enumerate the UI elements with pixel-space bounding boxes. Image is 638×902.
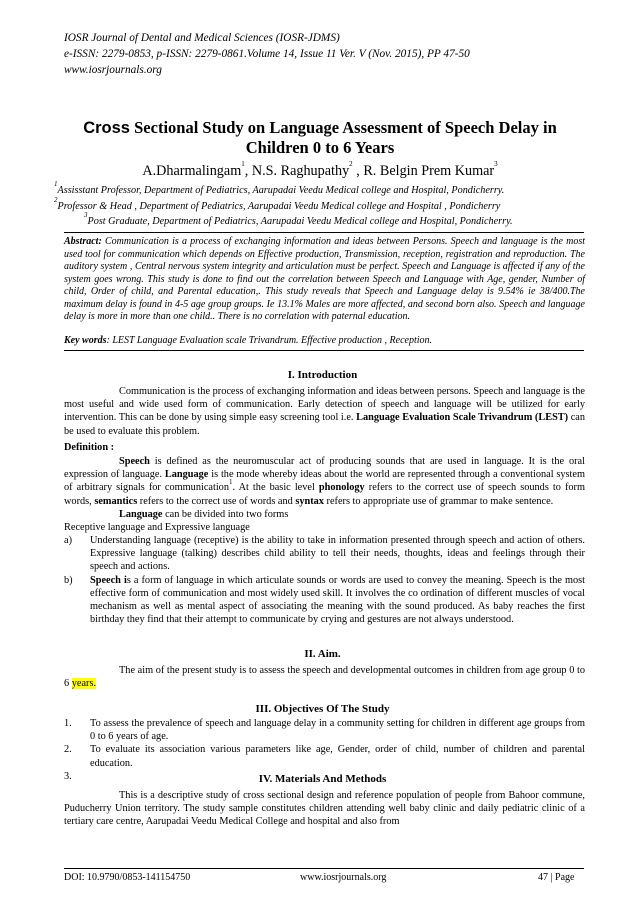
def-divided-text: can be divided into two forms [162, 509, 289, 520]
def-syntax: syntax [295, 495, 324, 507]
keywords [64, 335, 585, 346]
journal-issn: e-ISSN: 2279-0853, p-ISSN: 2279-0861.Volume 14, Issue 11 Ver. V (Nov. 2015), PP 47-50 [64, 48, 470, 60]
list-marker: 2. [64, 744, 72, 756]
methods-paragraph: This is a descriptive study of cross sectional design and reference population of people from Bahoor commune, Puducherry Union territory. The study sample constitutes children attending well baby clinic and daily pediatric clinic of a tertiary care centre, Aarupadai Veedu Medical College and hospital and also from [64, 790, 585, 828]
def-ref-sup: 1 [228, 478, 233, 487]
intro-lest: Language Evaluation Scale Trivandrum (LEST) [356, 412, 569, 424]
title-line1: Sectional Study on Language Assessment of Speech Delay in [130, 118, 557, 137]
abstract-top-rule [64, 232, 584, 233]
keywords-label: Key words [64, 335, 107, 346]
list-text [90, 534, 585, 574]
list-marker: 1. [64, 718, 72, 729]
def-phonology-text: refers to the correct use of speech sounds to form words, [64, 482, 585, 507]
affiliation-3 [54, 211, 584, 230]
author-2: , N.S. Raghupathy [244, 163, 350, 179]
list-body: s a form of language in which articulate sounds or words are used to convey the meaning. Speech is the most effective form of communication and most widely used skill. It involves the co ordination of different muscles of vocal mechanism as well as mental aspect of associating the meaning with the sound produced. As baby reaches the first birthday they find that their attempt to communicate by crying and gestures are not always understood. [90, 574, 586, 626]
author-3: , R. Belgin Prem Kumar [352, 163, 495, 179]
list-marker: b) [64, 574, 73, 586]
list-item [64, 743, 585, 769]
author-1-sup: 1 [241, 160, 245, 168]
definition-heading: Definition : [64, 442, 115, 453]
list-marker: a) [64, 535, 72, 546]
list-bold: Speech i [90, 574, 127, 586]
footer-rule [64, 868, 584, 869]
footer-website: www.iosrjournals.org [300, 872, 387, 883]
list-item [64, 574, 585, 627]
def-speech: Speech [119, 456, 150, 467]
def-divided-bold: Language [119, 509, 163, 520]
list-text: To assess the prevalence of speech and language delay in a community setting for children in different age groups from 0 to 6 years of age. [90, 718, 585, 743]
author-1: A.Dharmalingam [142, 163, 242, 179]
authors-line [60, 160, 580, 180]
def-phonology: phonology [318, 482, 365, 494]
aff-2-text: Professor & Head , Department of Pediatrics, Aarupadai Veedu Medical college and Hospital , Pondicherry [57, 200, 501, 212]
list-marker: 3. [64, 770, 72, 782]
definition-list [64, 534, 585, 626]
aff-2-sup: 2 [54, 195, 58, 204]
title-cross: Cross [83, 119, 130, 137]
list-text [90, 574, 585, 627]
intro-text: Communication is the process of exchanging information and ideas between persons. Speech and language is the most useful and wide used form of communication. Early detection of speech and language will be utilized for early intervention. This can be done by using simple easy screening tool i.e. [64, 386, 585, 424]
affiliation-1 [54, 180, 584, 199]
definition-paragraph [64, 455, 585, 508]
list-item [64, 534, 585, 574]
def-semantics-text: refers to the correct use of words and [137, 495, 296, 507]
footer-page-number: 47 | Page [538, 872, 575, 883]
def-after-ref: . At the basic level [232, 482, 319, 494]
aff-3-text: Post Graduate, Department of Pediatrics, Aarupadai Veedu Medical college and Hospital, Pondicherry. [87, 216, 513, 227]
affiliations [54, 180, 584, 230]
section-heading-methods: IV. Materials And Methods [258, 773, 387, 785]
journal-name: IOSR Journal of Dental and Medical Sciences (IOSR-JDMS) [64, 32, 340, 44]
footer-doi: DOI: 10.9790/0853-141154750 [64, 872, 191, 883]
aim-highlight: years. [71, 678, 97, 690]
introduction-paragraph [64, 385, 585, 438]
list-text: To evaluate its association various parameters like age, Gender, order of child, number of children and parental education. [90, 744, 585, 769]
section-heading-introduction: I. Introduction [287, 369, 358, 381]
abstract [64, 236, 585, 324]
abstract-label: Abstract: [64, 236, 102, 247]
author-2-sup: 2 [349, 160, 353, 168]
list-item [64, 717, 585, 743]
section-heading-objectives: III. Objectives Of The Study [255, 703, 390, 715]
aim-text: The aim of the present study is to assess the speech and developmental outcomes in children from age group 0 to 6 [64, 665, 585, 690]
journal-header [64, 30, 584, 78]
aff-1-sup: 1 [54, 180, 58, 188]
def-language: Language [164, 469, 209, 481]
language-forms-line [64, 508, 585, 521]
receptive-expressive-line: Receptive language and Expressive language [64, 522, 250, 533]
paper-title [60, 118, 580, 158]
affiliation-2 [54, 195, 584, 215]
def-semantics: semantics [94, 495, 138, 507]
intro-end: can be used to evaluate this problem. [64, 412, 585, 437]
aff-3-sup: 3 [84, 211, 88, 219]
list-body: Understanding language (receptive) is the ability to take in information presented through speech and action of others. Expressive language (talking) describes child ability to tell their needs, thoughts, ideas and feelings through their speech and actions. [90, 535, 585, 573]
section-heading-aim: II. Aim. [304, 648, 341, 660]
def-speech-text: is defined as the neuromuscular act of producing sounds that are used in language. It is the oral expression of language. [64, 456, 585, 481]
aim-paragraph [64, 664, 585, 690]
keywords-text: : LEST Language Evaluation scale Trivandrum. Effective production , Reception. [106, 335, 433, 346]
title-line2: Children 0 to 6 Years [245, 138, 395, 157]
abstract-bottom-rule [64, 350, 584, 351]
journal-website: www.iosrjournals.org [64, 64, 162, 76]
def-language-text: is the mode whereby ideas about the world are represented through a conventional system of arbitrary signals for communication [64, 469, 585, 494]
aff-1-text: Assisstant Professor, Department of Pediatrics, Aarupadai Veedu Medical college and Hospital, Pondicherry. [57, 185, 505, 196]
author-3-sup: 3 [494, 160, 498, 168]
abstract-text: Communication is a process of exchanging information and ideas between Persons. Speech and language is the most used tool for communication which depends on Effective production, Transmission, reception, registration and reproduction. The auditory system , Central nervous system integrity and articulation must be perfect. Speech and Language is affected if any of the system goes wrong. This study is done to find out the correlation between Speech and Language with Age, gender, Number of child, Order of child, and Parental education,. This study reveals that Speech and Language delay is 9.54% ie 38/400.The maximum delay is found in 4-5 age group groups. Ie 13.1% Males are more affected, and second born also. Speech and language delay is more in more than one child.. There is no correlation with paternal education. [64, 236, 585, 322]
def-syntax-text: refers to appropriate use of grammar to make sentence. [323, 495, 554, 507]
